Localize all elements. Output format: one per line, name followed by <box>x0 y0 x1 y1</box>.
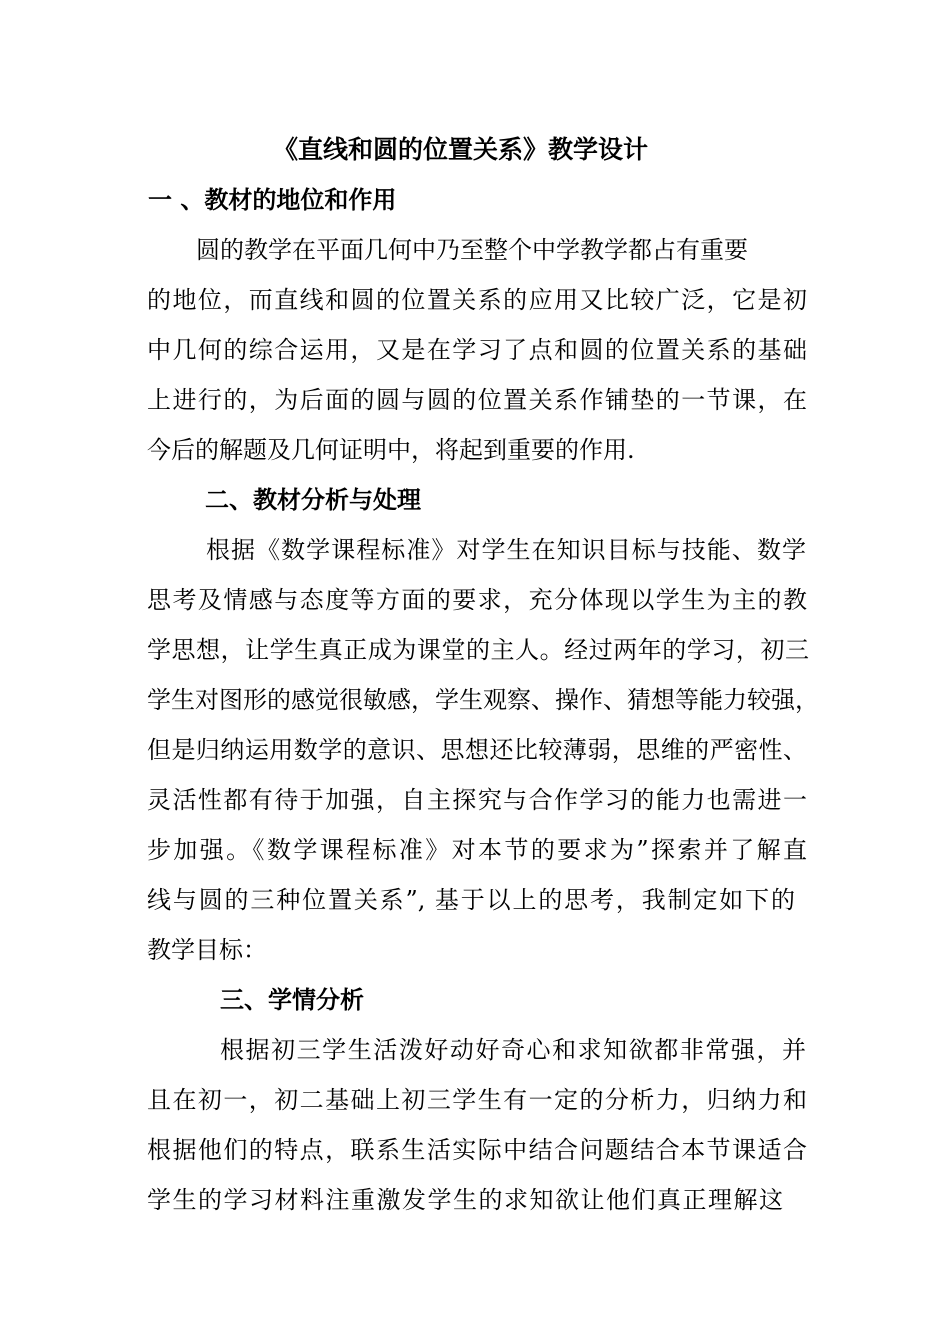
paragraph-line: 圆的教学在平面几何中乃至整个中学教学都占有重要 <box>196 236 748 264</box>
paragraph-line: 根据他们的特点，联系生活实际中结合问题结合本节课适合 <box>147 1136 807 1164</box>
section-heading: 三、学情分析 <box>220 986 364 1014</box>
paragraph-line: 根据《数学课程标准》对学生在知识目标与技能、数学 <box>206 536 806 564</box>
paragraph-line: 线与圆的三种位置关系”, 基于以上的思考，我制定如下的 <box>147 886 795 914</box>
paragraph-line: 学生对图形的感觉很敏感，学生观察、操作、猜想等能力较强， <box>147 686 819 714</box>
paragraph-line: 但是归纳运用数学的意识、思想还比较薄弱，思维的严密性、 <box>147 736 807 764</box>
paragraph-line: 灵活性都有待于加强，自主探究与合作学习的能力也需进一 <box>147 786 807 814</box>
paragraph-line: 且在初一，初二基础上初三学生有一定的分析力，归纳力和 <box>147 1086 807 1114</box>
section-heading: 一 、教材的地位和作用 <box>148 186 397 214</box>
paragraph-line: 的地位，而直线和圆的位置关系的应用又比较广泛，它是初 <box>147 286 807 314</box>
paragraph-line: 教学目标： <box>147 936 267 964</box>
paragraph-line: 根据初三学生活泼好动好奇心和求知欲都非常强，并 <box>220 1036 806 1064</box>
paragraph-line: 思考及情感与态度等方面的要求，充分体现以学生为主的教 <box>147 586 807 614</box>
paragraph-line: 上进行的，为后面的圆与圆的位置关系作铺垫的一节课，在 <box>147 386 807 414</box>
paragraph-line: 步加强。《数学课程标准》对本节的要求为”探索并了解直 <box>147 836 807 864</box>
paragraph-line: 今后的解题及几何证明中，将起到重要的作用. <box>147 436 635 464</box>
paragraph-line: 学思想，让学生真正成为课堂的主人。经过两年的学习，初三 <box>147 636 809 664</box>
paragraph-line: 中几何的综合运用，又是在学习了点和圆的位置关系的基础 <box>147 336 807 364</box>
section-heading: 二、教材分析与处理 <box>205 486 421 514</box>
document-title: 《直线和圆的位置关系》教学设计 <box>273 135 649 164</box>
paragraph-line: 学生的学习材料注重激发学生的求知欲让他们真正理解这 <box>147 1186 783 1214</box>
